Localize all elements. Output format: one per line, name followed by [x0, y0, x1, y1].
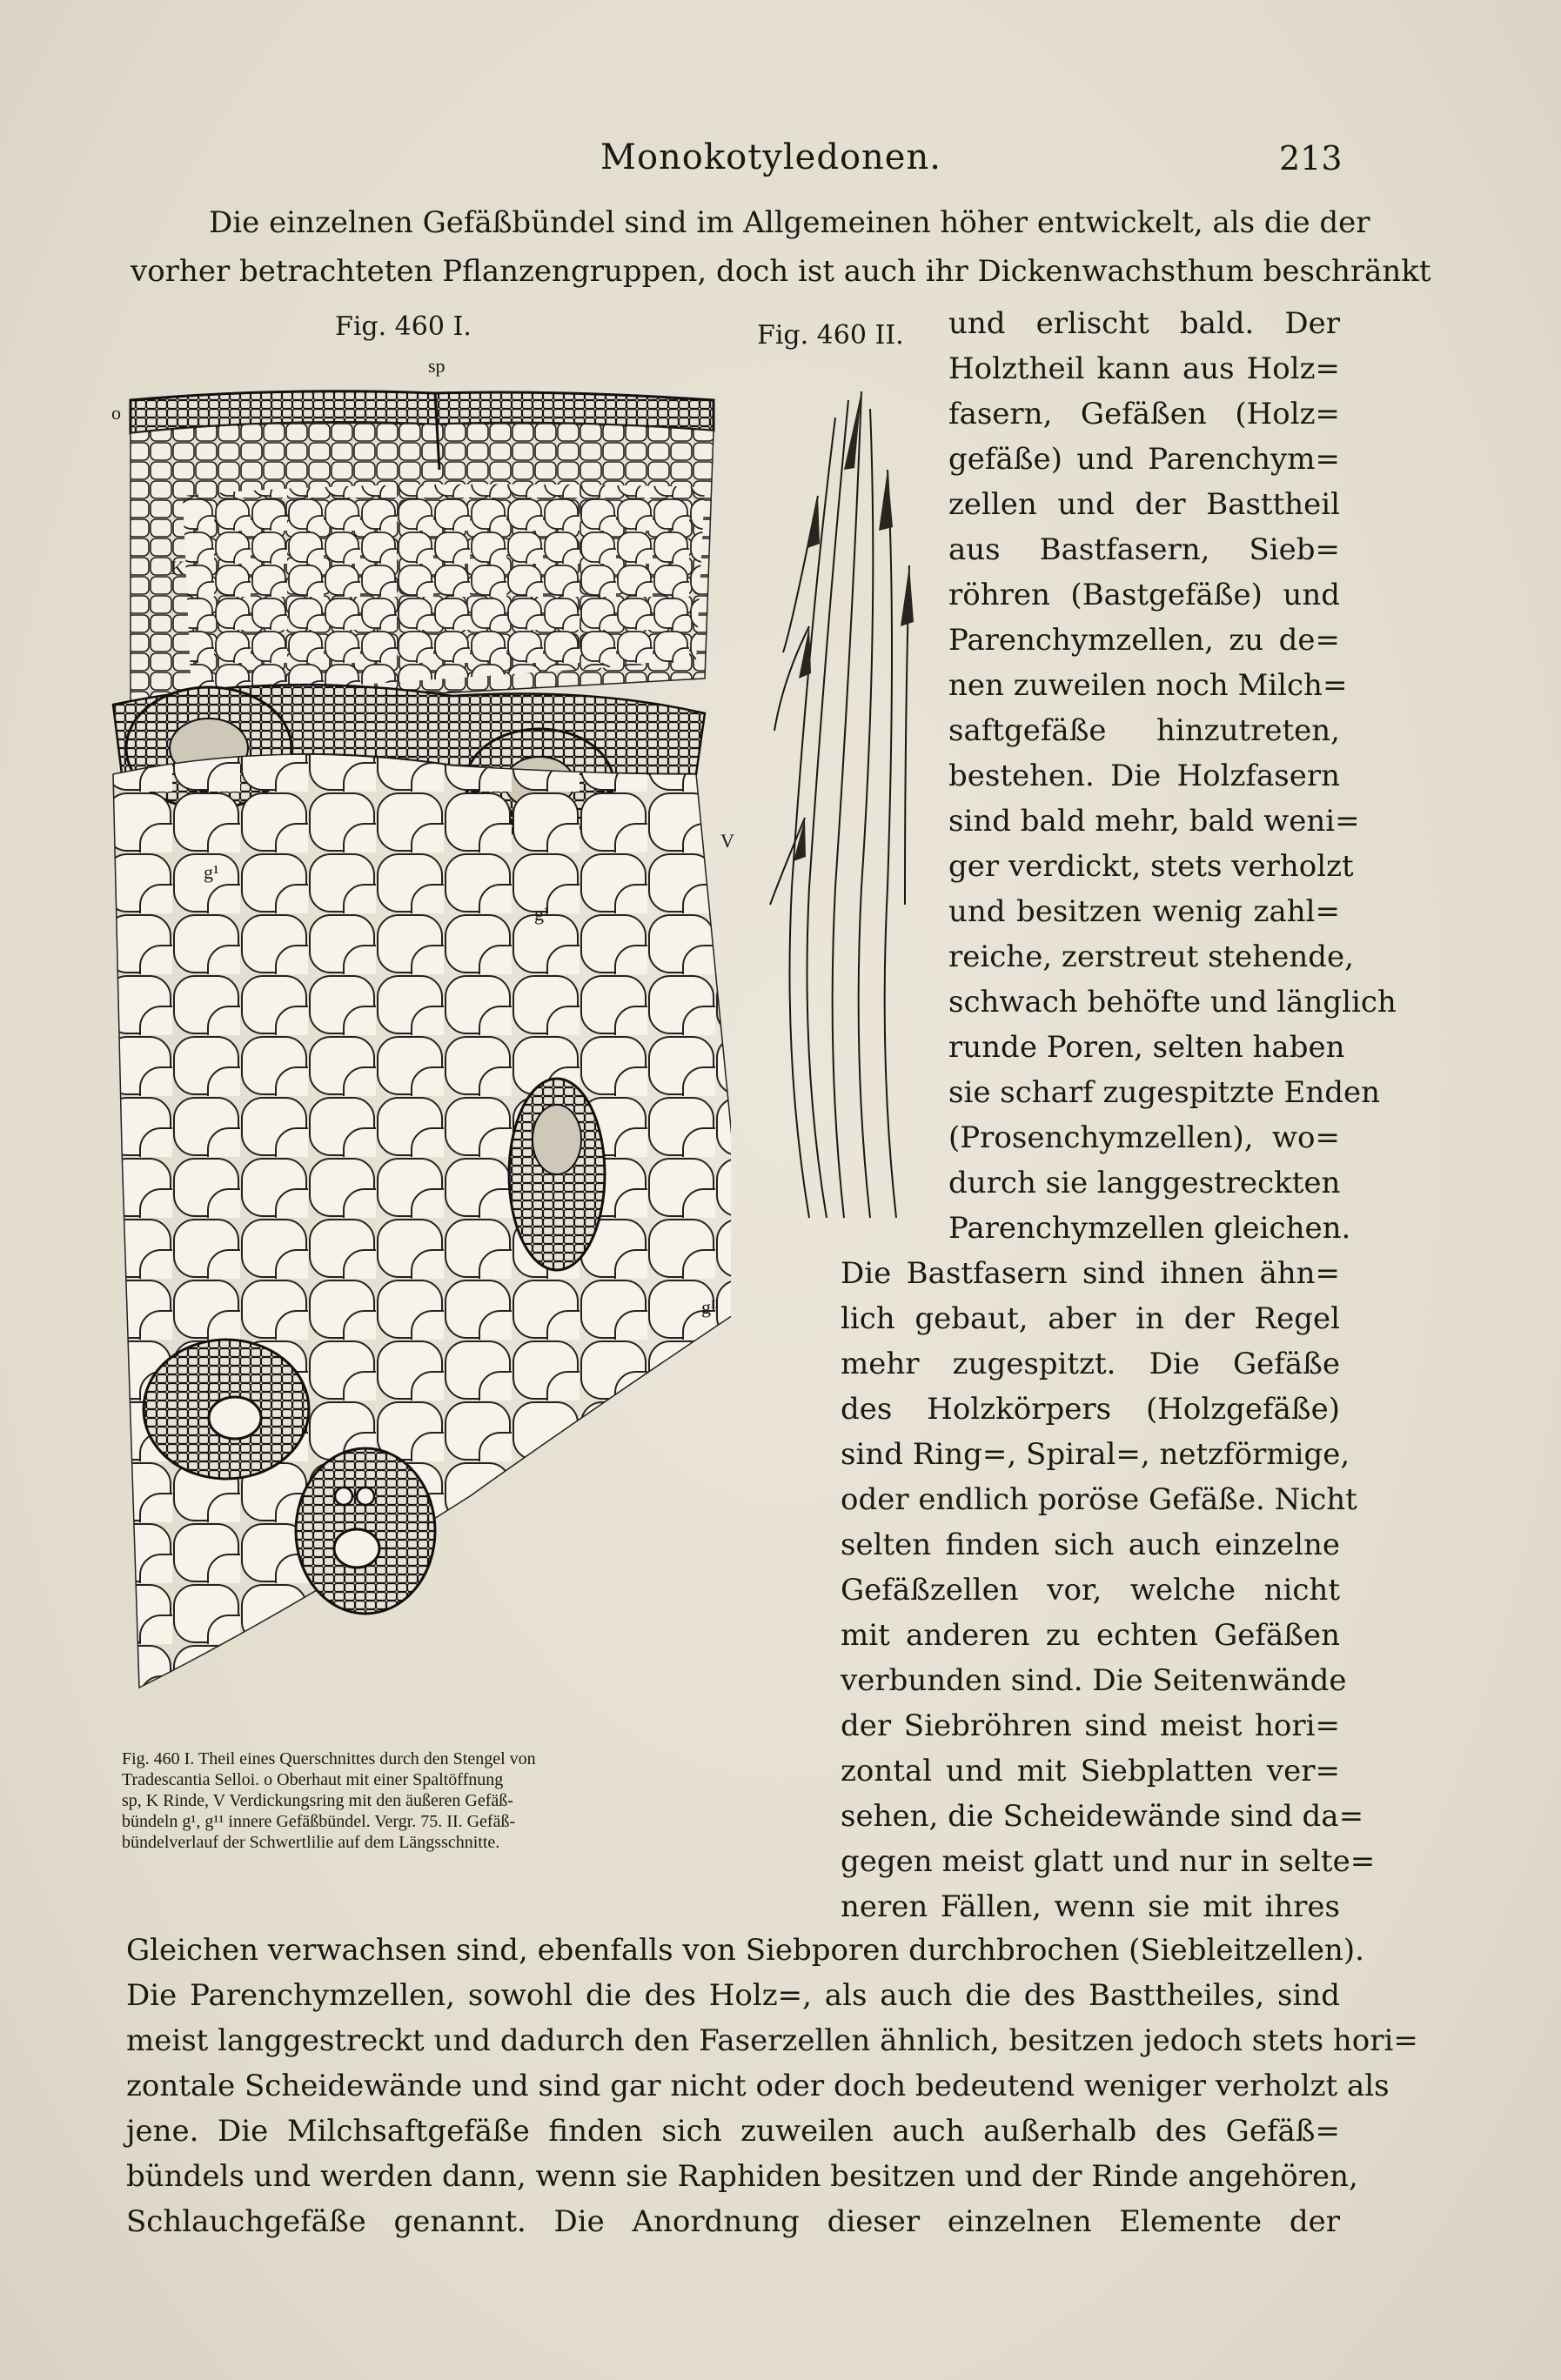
column-line: verbunden sind. Die Seitenwände [841, 1663, 1347, 1698]
page-number: 213 [1279, 139, 1343, 177]
column-line: sie scharf zugespitzte Enden [948, 1075, 1381, 1110]
column-line: und besitzen wenig zahl= [948, 894, 1340, 929]
column-line: sehen, die Scheidewände sind da= [841, 1799, 1364, 1834]
column-line: selten finden sich auch einzelne [841, 1528, 1340, 1562]
column-line: schwach behöfte und länglich [948, 985, 1397, 1020]
column-line: zellen und der Basttheil [948, 487, 1340, 522]
column-line: Parenchymzellen gleichen. [948, 1211, 1351, 1246]
body-line: jene. Die Milchsaftgefäße finden sich zuweilen auch außerhalb des Gefäß= [126, 2114, 1340, 2149]
column-line: durch sie langgestreckten [948, 1166, 1341, 1200]
body-line: bündels und werden dann, wenn sie Raphiden besitzen und der Rinde angehören, [126, 2159, 1358, 2194]
column-line: gegen meist glatt und nur in selte= [841, 1844, 1376, 1879]
column-line: saftgefäße hinzutreten, [948, 713, 1340, 748]
running-title: Monokotyledonen. [600, 137, 941, 177]
column-line: des Holzkörpers (Holzgefäße) [841, 1392, 1340, 1427]
column-line: ger verdickt, stets verholzt [948, 849, 1354, 884]
marker-g2: gᴵᴵ [701, 1296, 719, 1318]
caption-line: bündeln g¹, g¹¹ innere Gefäßbündel. Vergr. 75. II. Gefäß- [122, 1812, 516, 1831]
column-line: reiche, zerstreut stehende, [948, 939, 1354, 974]
column-line: der Siebröhren sind meist hori= [841, 1708, 1340, 1743]
column-line: mit anderen zu echten Gefäßen [841, 1618, 1340, 1653]
intro-line: vorher betrachteten Pflanzengruppen, doch ist auch ihr Dickenwachsthum beschränkt [131, 254, 1431, 289]
column-line: (Prosenchymzellen), wo= [948, 1120, 1340, 1155]
column-line: Holztheil kann aus Holz= [948, 351, 1340, 386]
column-line: sind bald mehr, bald weni= [948, 804, 1360, 839]
body-line: Schlauchgefäße genannt. Die Anordnung dieser einzelnen Elemente der [126, 2204, 1340, 2239]
body-line: Gleichen verwachsen sind, ebenfalls von Siebporen durchbrochen (Siebleitzellen). [126, 1933, 1364, 1968]
column-line: und erlischt bald. Der [948, 306, 1340, 341]
column-line: lich gebaut, aber in der Regel [841, 1301, 1340, 1336]
caption-line: Fig. 460 I. Theil eines Querschnittes durch den Stengel von [122, 1749, 536, 1768]
column-line: Die Bastfasern sind ihnen ähn= [841, 1256, 1340, 1291]
column-line: fasern, Gefäßen (Holz= [948, 397, 1340, 431]
marker-g1-left: g¹ [204, 861, 219, 883]
body-line: zontale Scheidewände und sind gar nicht oder doch bedeutend weniger verholzt als [126, 2069, 1390, 2103]
column-line: gefäße) und Parenchym= [948, 442, 1340, 477]
longitudinal-bundle-illustration [757, 365, 940, 1227]
caption-line: bündelverlauf der Schwertlilie auf dem Längsschnitte. [122, 1833, 500, 1852]
column-line: Gefäßzellen vor, welche nicht [841, 1573, 1340, 1608]
column-line: aus Bastfasern, Sieb= [948, 532, 1340, 567]
column-line: nen zuweilen noch Milch= [948, 668, 1348, 703]
body-line: meist langgestreckt und dadurch den Faserzellen ähnlich, besitzen jedoch stets hori= [126, 2023, 1418, 2058]
body-line: Die Parenchymzellen, sowohl die des Holz=, als auch die des Basttheiles, sind [126, 1978, 1340, 2013]
column-line: mehr zugespitzt. Die Gefäße [841, 1347, 1340, 1381]
marker-g1-right: g¹ [534, 903, 550, 925]
column-line: sind Ring=, Spiral=, netzförmige, [841, 1437, 1350, 1472]
column-line: bestehen. Die Holzfasern [948, 759, 1340, 793]
figure-caption [122, 1748, 809, 1853]
column-line: oder endlich poröse Gefäße. Nicht [841, 1482, 1357, 1517]
cross-section-illustration [104, 365, 731, 1714]
column-line: neren Fällen, wenn sie mit ihres [841, 1889, 1340, 1924]
fig-460-1-label: Fig. 460 I. [335, 311, 472, 342]
marker-sp: sp [428, 355, 446, 377]
column-line: röhren (Bastgefäße) und [948, 578, 1340, 612]
intro-line: Die einzelnen Gefäßbündel sind im Allgemeinen höher entwickelt, als die der [209, 205, 1370, 240]
caption-line: Tradescantia Selloi. o Oberhaut mit einer Spaltöffnung [122, 1770, 504, 1789]
marker-o: o [111, 402, 121, 424]
column-line: Parenchymzellen, zu de= [948, 623, 1340, 658]
fig-460-2-label: Fig. 460 II. [757, 320, 904, 351]
caption-line: sp, K Rinde, V Verdickungsring mit den äußeren Gefäß- [122, 1791, 513, 1810]
marker-k: K [171, 557, 184, 578]
column-line: runde Poren, selten haben [948, 1030, 1345, 1065]
marker-v: V [720, 830, 734, 852]
column-line: zontal und mit Siebplatten ver= [841, 1754, 1340, 1788]
